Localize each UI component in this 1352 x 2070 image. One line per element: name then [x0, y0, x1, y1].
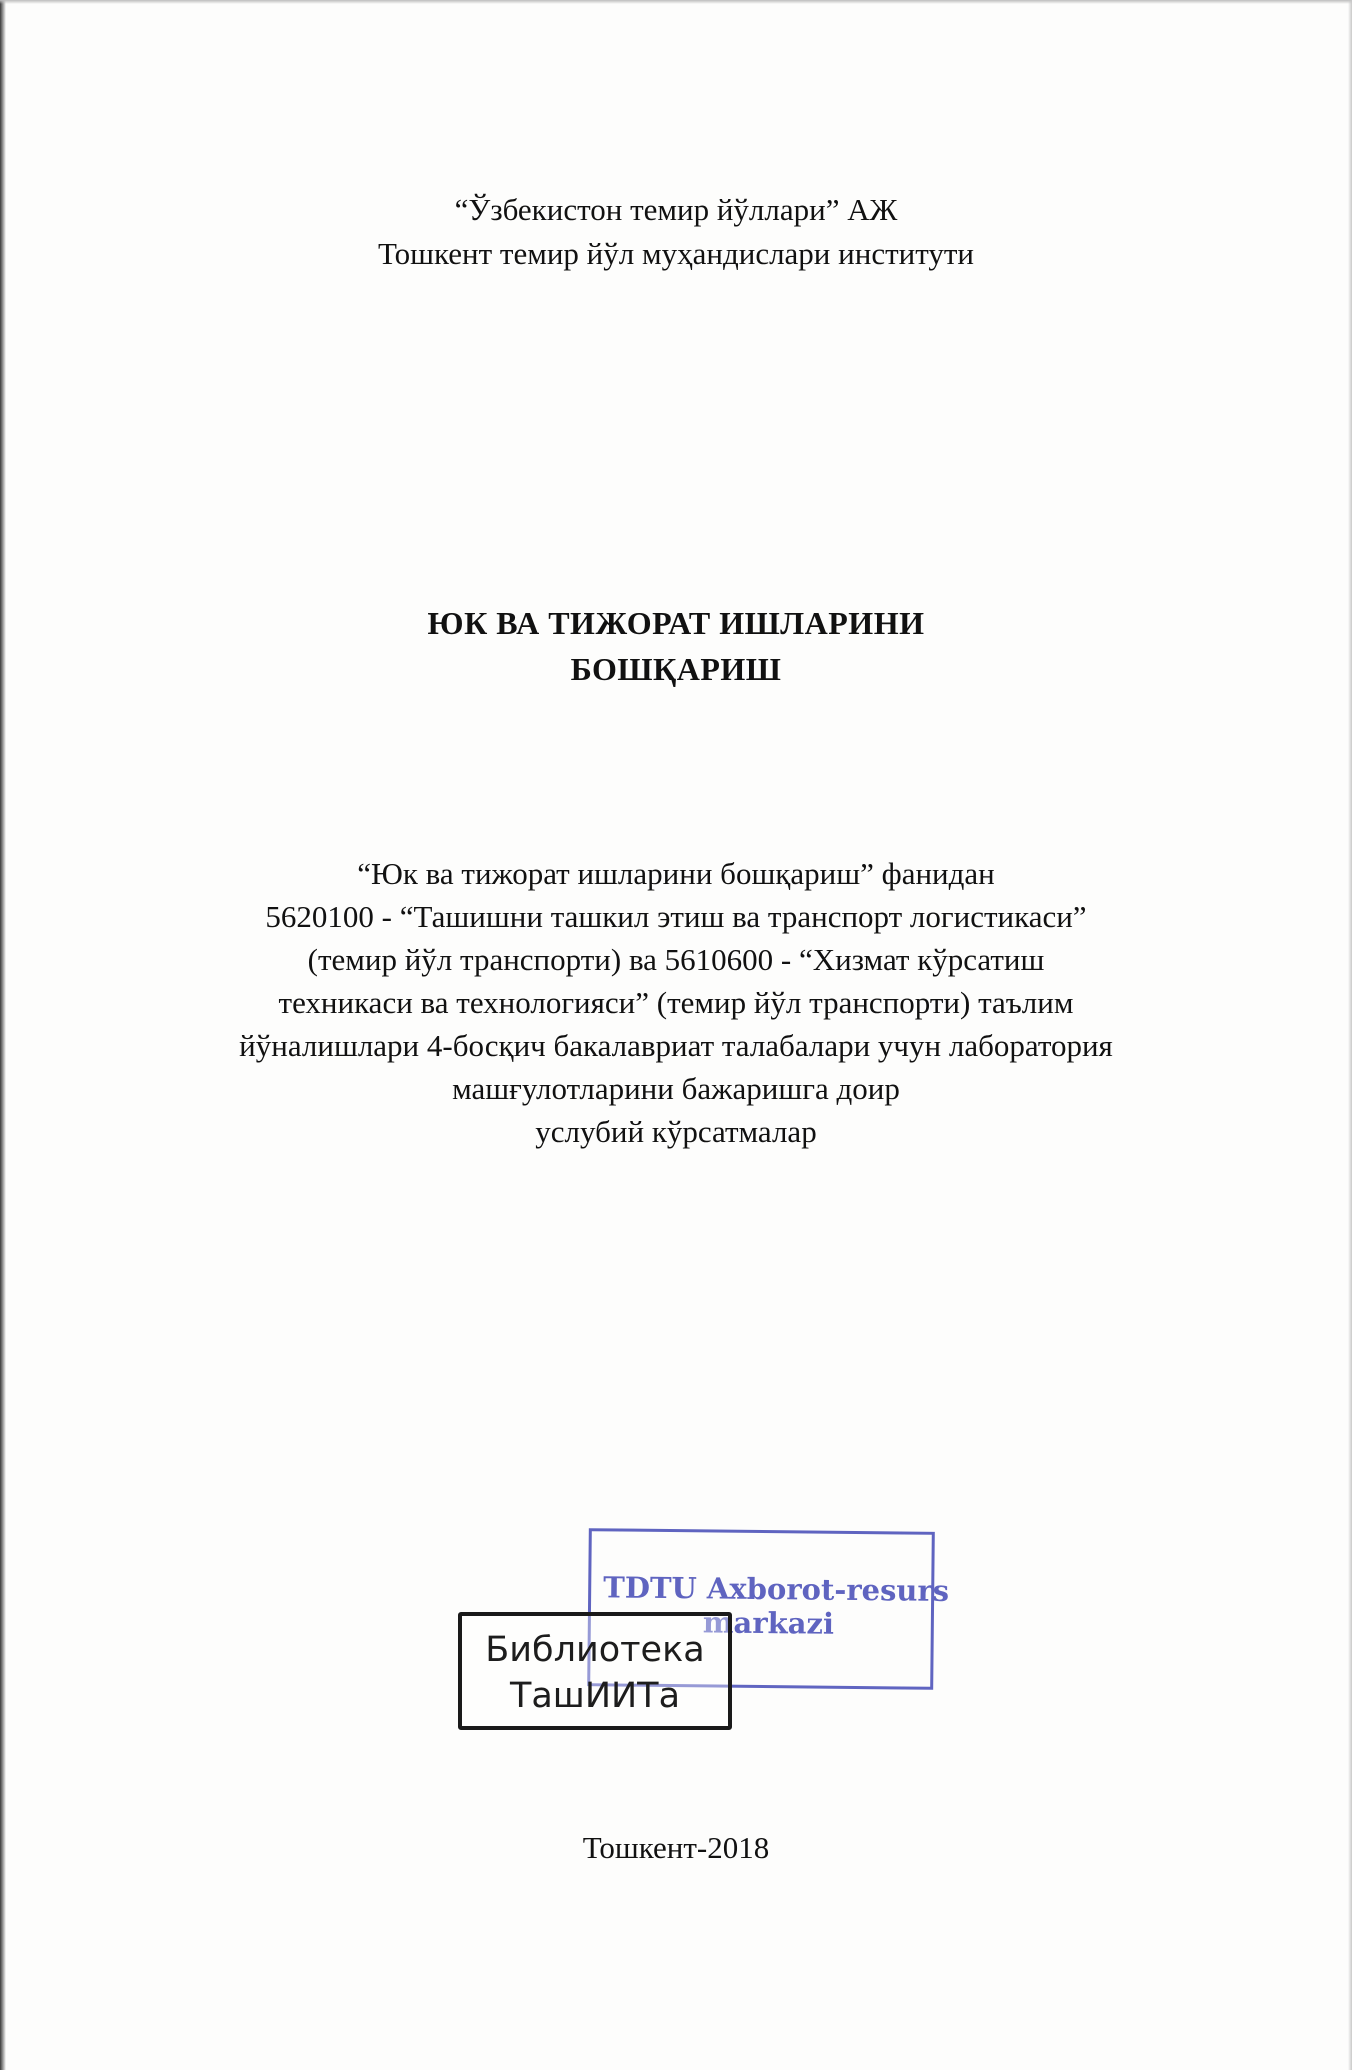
document-title [0, 600, 1352, 692]
library-stamp-line-2: markazi [702, 1605, 835, 1641]
place-and-year [0, 1826, 1352, 1870]
description-line: техникаси ва технологияси” (темир йўл транспорти) таълим [278, 985, 1074, 1020]
organization-name: “Ўзбекистон темир йўллари” АЖ [454, 192, 898, 227]
archive-stamp-line-2: ТашИИТа [509, 1676, 681, 1716]
description-line: услубий кўрсатмалар [535, 1114, 817, 1149]
institute-name: Тошкент темир йўл муҳандислари институти [378, 236, 974, 271]
description-line: “Юк ва тижорат ишларини бошқариш” фанидан [357, 856, 995, 891]
description-line: (темир йўл транспорти) ва 5610600 - “Хизмат кўрсатиш [307, 942, 1045, 977]
institution-header [0, 188, 1352, 276]
description-line: йўналишлари 4-босқич бакалавриат талабалари учун лаборатория [239, 1028, 1113, 1063]
title-line-2: БОШҚАРИШ [570, 651, 782, 687]
archive-stamp-line-1: Библиотека [485, 1630, 705, 1670]
scan-edge-top [0, 0, 1352, 4]
place-year-text: Тошкент-2018 [582, 1830, 770, 1865]
document-description [0, 852, 1352, 1153]
description-line: машғулотларини бажаришга доир [452, 1071, 900, 1106]
title-line-1: ЮК ВА ТИЖОРАТ ИШЛАРИНИ [427, 605, 925, 641]
description-line: 5620100 - “Ташишни ташкил этиш ва транспорт логистикаси” [265, 899, 1087, 934]
library-stamp-line-1: TDTU Axborot-resurs [603, 1570, 950, 1608]
archive-stamp [458, 1612, 732, 1730]
